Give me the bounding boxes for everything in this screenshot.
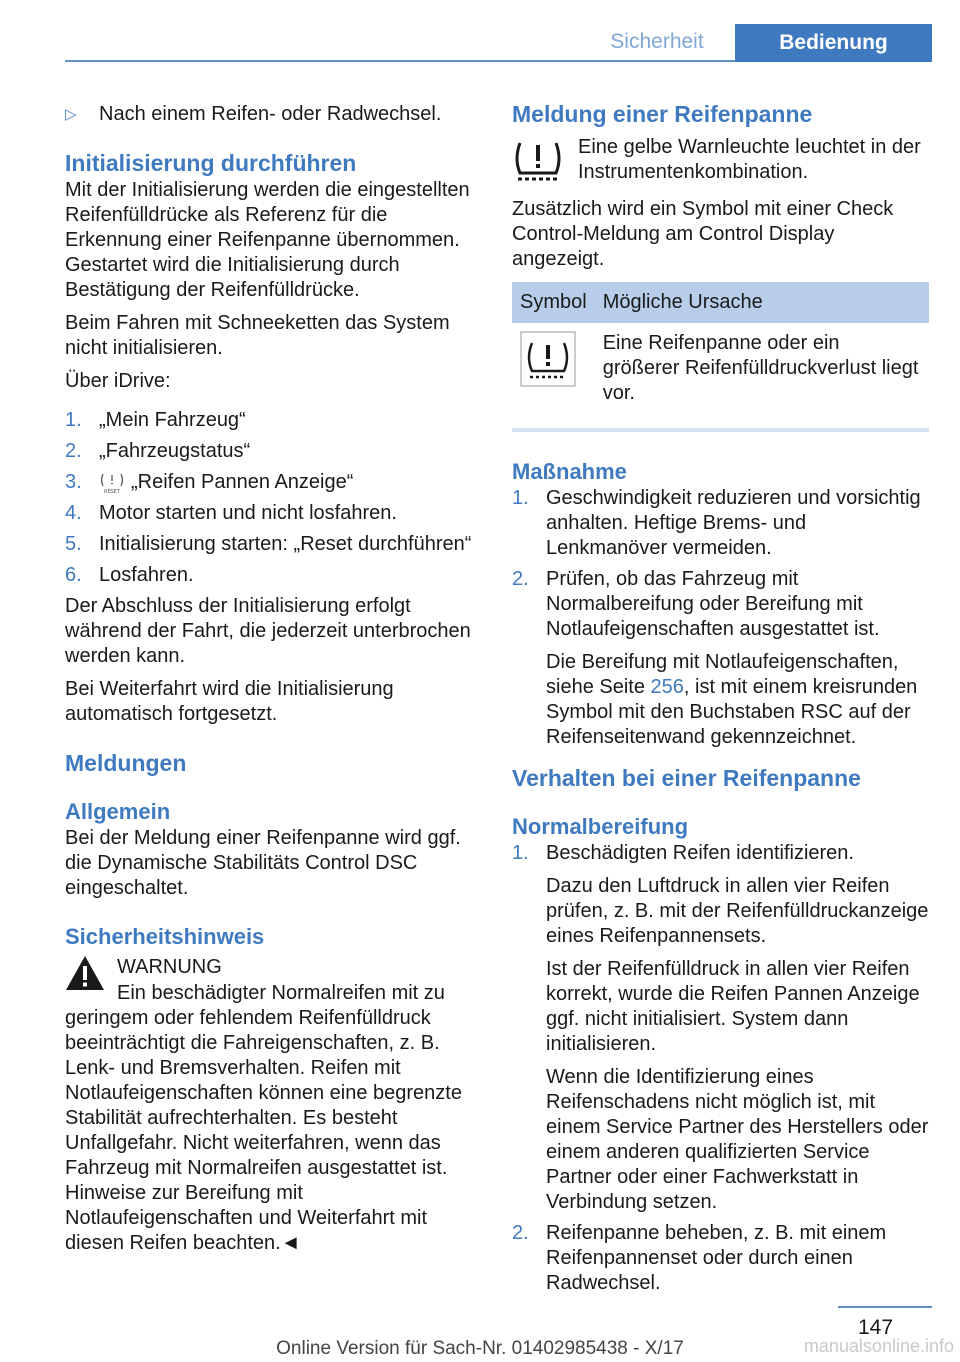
lamp-text: Eine gelbe Warnleuchte leuchtet in der Instrumentenkombination. — [578, 136, 921, 183]
heading-massnahme: Maßnahme — [512, 459, 627, 484]
table-header-symbol: Symbol — [512, 282, 595, 323]
list-item — [65, 439, 477, 464]
heading-initialisierung: Initialisierung durchführen — [65, 150, 357, 176]
list-item — [65, 563, 477, 588]
svg-text:RESET: RESET — [103, 488, 121, 494]
step-number: 1. — [512, 487, 529, 509]
tab-bedienung[interactable]: Bedienung — [735, 24, 932, 62]
heading-meldung-reifenpanne: Meldung einer Reifenpanne — [512, 101, 813, 127]
table-row — [512, 323, 929, 414]
step-number: 3. — [65, 471, 82, 493]
triangle-bullet-icon: ▷ — [65, 106, 77, 123]
step-text: Geschwindigkeit reduzieren und vorsichtig anhalten. Heftige Brems- und Lenkmanöver vermeiden. — [546, 487, 921, 559]
step-number: 2. — [512, 1222, 529, 1244]
heading-sicherheitshinweis: Sicherheitshinweis — [65, 924, 265, 949]
warning-triangle-icon — [65, 955, 105, 991]
paragraph: Zusätzlich wird ein Symbol mit einer Check Control-Meldung am Control Display angezeigt. — [512, 198, 894, 270]
table-header-ursache: Mögliche Ursache — [595, 282, 929, 323]
idrive-steps-list — [65, 408, 477, 588]
list-item — [65, 408, 477, 433]
step-text: „Mein Fahrzeug“ — [99, 409, 246, 431]
step-number: 6. — [65, 564, 82, 586]
paragraph: Der Abschluss der Initialisierung erfolgt während der Fahrt, die jederzeit unterbrochen werden kann. — [65, 595, 471, 667]
paragraph: Beim Fahren mit Schneeketten das System nicht initialisieren. — [65, 312, 450, 359]
tab-sicherheit[interactable]: Sicherheit — [610, 30, 704, 53]
list-item — [512, 841, 929, 1215]
list-item — [512, 486, 929, 561]
footer-online-version: Online Version für Sach-Nr. 01402985438 - X/17 — [276, 1338, 684, 1359]
step-text: Initialisierung starten: „Reset durchführen“ — [99, 533, 472, 555]
paragraph: Bei der Meldung einer Reifenpanne wird ggf. die Dynamische Stabilitäts Control DSC eingeschaltet. — [65, 827, 461, 899]
footer-rule — [838, 1306, 932, 1308]
list-item — [512, 567, 929, 750]
step-text: Losfahren. — [99, 564, 194, 586]
paragraph: Bei Weiterfahrt wird die Initialisierung automatisch fortgesetzt. — [65, 678, 394, 725]
heading-allgemein: Allgemein — [65, 799, 171, 824]
header-bar — [65, 24, 932, 62]
step-subtext: Dazu den Luftdruck in allen vier Reifen prüfen, z. B. mit der Reifenfülldruckanzeige eines Reifenpannensets. — [546, 875, 929, 947]
step-text: „Reifen Pannen Anzeige“ — [131, 471, 354, 493]
step-number: 4. — [65, 502, 82, 524]
step-number: 1. — [65, 409, 82, 431]
warning-text: Ein beschädigter Normalreifen mit zu geringem oder fehlendem Reifenfülldruck beeinträchtigt die Fahreigenschaften, z. B. Lenk- und Bremsverhalten. Reifen mit Notlaufeigenschaften können eine begrenzte Stabilität aufrechterhalten. Es besteht Unfallgefahr. Nicht weiterfahren, wenn das Fahrzeug mit Normalreifen ausgestattet ist. Hinweise zur Bereifung mit Notlaufeigenschaften und Weiterfahrt mit diesen Reifen beachten.◄ — [65, 982, 462, 1254]
right-column — [512, 100, 929, 1302]
page-number: 147 — [858, 1316, 894, 1339]
bullet-text: Nach einem Reifen- oder Radwechsel. — [99, 103, 442, 125]
table-cell: Eine Reifenpanne oder ein größerer Reifenfülldruckverlust liegt vor. — [602, 332, 919, 404]
step-subtext: Wenn die Identifizierung eines Reifenschadens nicht möglich ist, mit einem Service Partner des Herstellers oder einem anderen qualifizierten Service Partner oder einer Fachwerkstatt in Verbindung setzen. — [546, 1066, 929, 1213]
bullet-item — [65, 102, 477, 127]
warning-title: WARNUNG — [117, 956, 222, 978]
step-text: Reifenpanne beheben, z. B. mit einem Reifenpannenset oder durch einen Radwechsel. — [546, 1222, 887, 1294]
list-item — [512, 1221, 929, 1296]
step-subtext: Ist der Reifenfülldruck in allen vier Reifen korrekt, wurde die Reifen Pannen Anzeige ggf. nicht initialisiert. System dann initialisieren. — [546, 958, 920, 1055]
list-item — [65, 470, 477, 495]
left-column — [65, 100, 477, 1256]
divider — [512, 428, 929, 432]
step-number: 1. — [512, 842, 529, 864]
heading-meldungen: Meldungen — [65, 750, 187, 776]
symbol-table — [512, 282, 929, 414]
step-number: 2. — [512, 568, 529, 590]
step-number: 2. — [65, 440, 82, 462]
step-subtext: Die Bereifung mit Notlaufeigenschaften, siehe Seite 256, ist mit einem kreisrunden Symbol mit den Buchstaben RSC auf der Reifenseitenwand gekennzeichnet. — [546, 651, 918, 748]
heading-verhalten: Verhalten bei einer Reifenpanne — [512, 765, 861, 791]
step-number: 5. — [65, 533, 82, 555]
paragraph: Über iDrive: — [65, 370, 171, 392]
watermark: manualsonline.info — [803, 1336, 954, 1356]
page-link[interactable]: 256 — [650, 676, 684, 698]
normalbereifung-list — [512, 841, 929, 1296]
heading-normalbereifung: Normalbereifung — [512, 814, 689, 839]
warning-lamp-box — [512, 135, 929, 187]
list-item — [65, 532, 477, 557]
step-text: „Fahrzeugstatus“ — [99, 440, 251, 462]
tire-pressure-warning-icon — [520, 331, 576, 387]
massnahme-list — [512, 486, 929, 750]
paragraph: Mit der Initialisierung werden die eingestellten Reifenfülldrücke als Referenz für die Erkennung einer Reifenpanne übernommen. Gestartet wird die Initialisierung durch Bestätigung der Reifenfülldrücke. — [65, 179, 470, 301]
tire-pressure-warning-icon — [512, 135, 564, 187]
step-text: Prüfen, ob das Fahrzeug mit Normalbereifung oder Bereifung mit Notlaufeigenschaften ausgestattet ist. — [546, 568, 880, 640]
step-text: Motor starten und nicht losfahren. — [99, 502, 397, 524]
tire-reset-icon — [99, 472, 125, 494]
list-item — [65, 501, 477, 526]
step-text: Beschädigten Reifen identifizieren. — [546, 842, 854, 864]
